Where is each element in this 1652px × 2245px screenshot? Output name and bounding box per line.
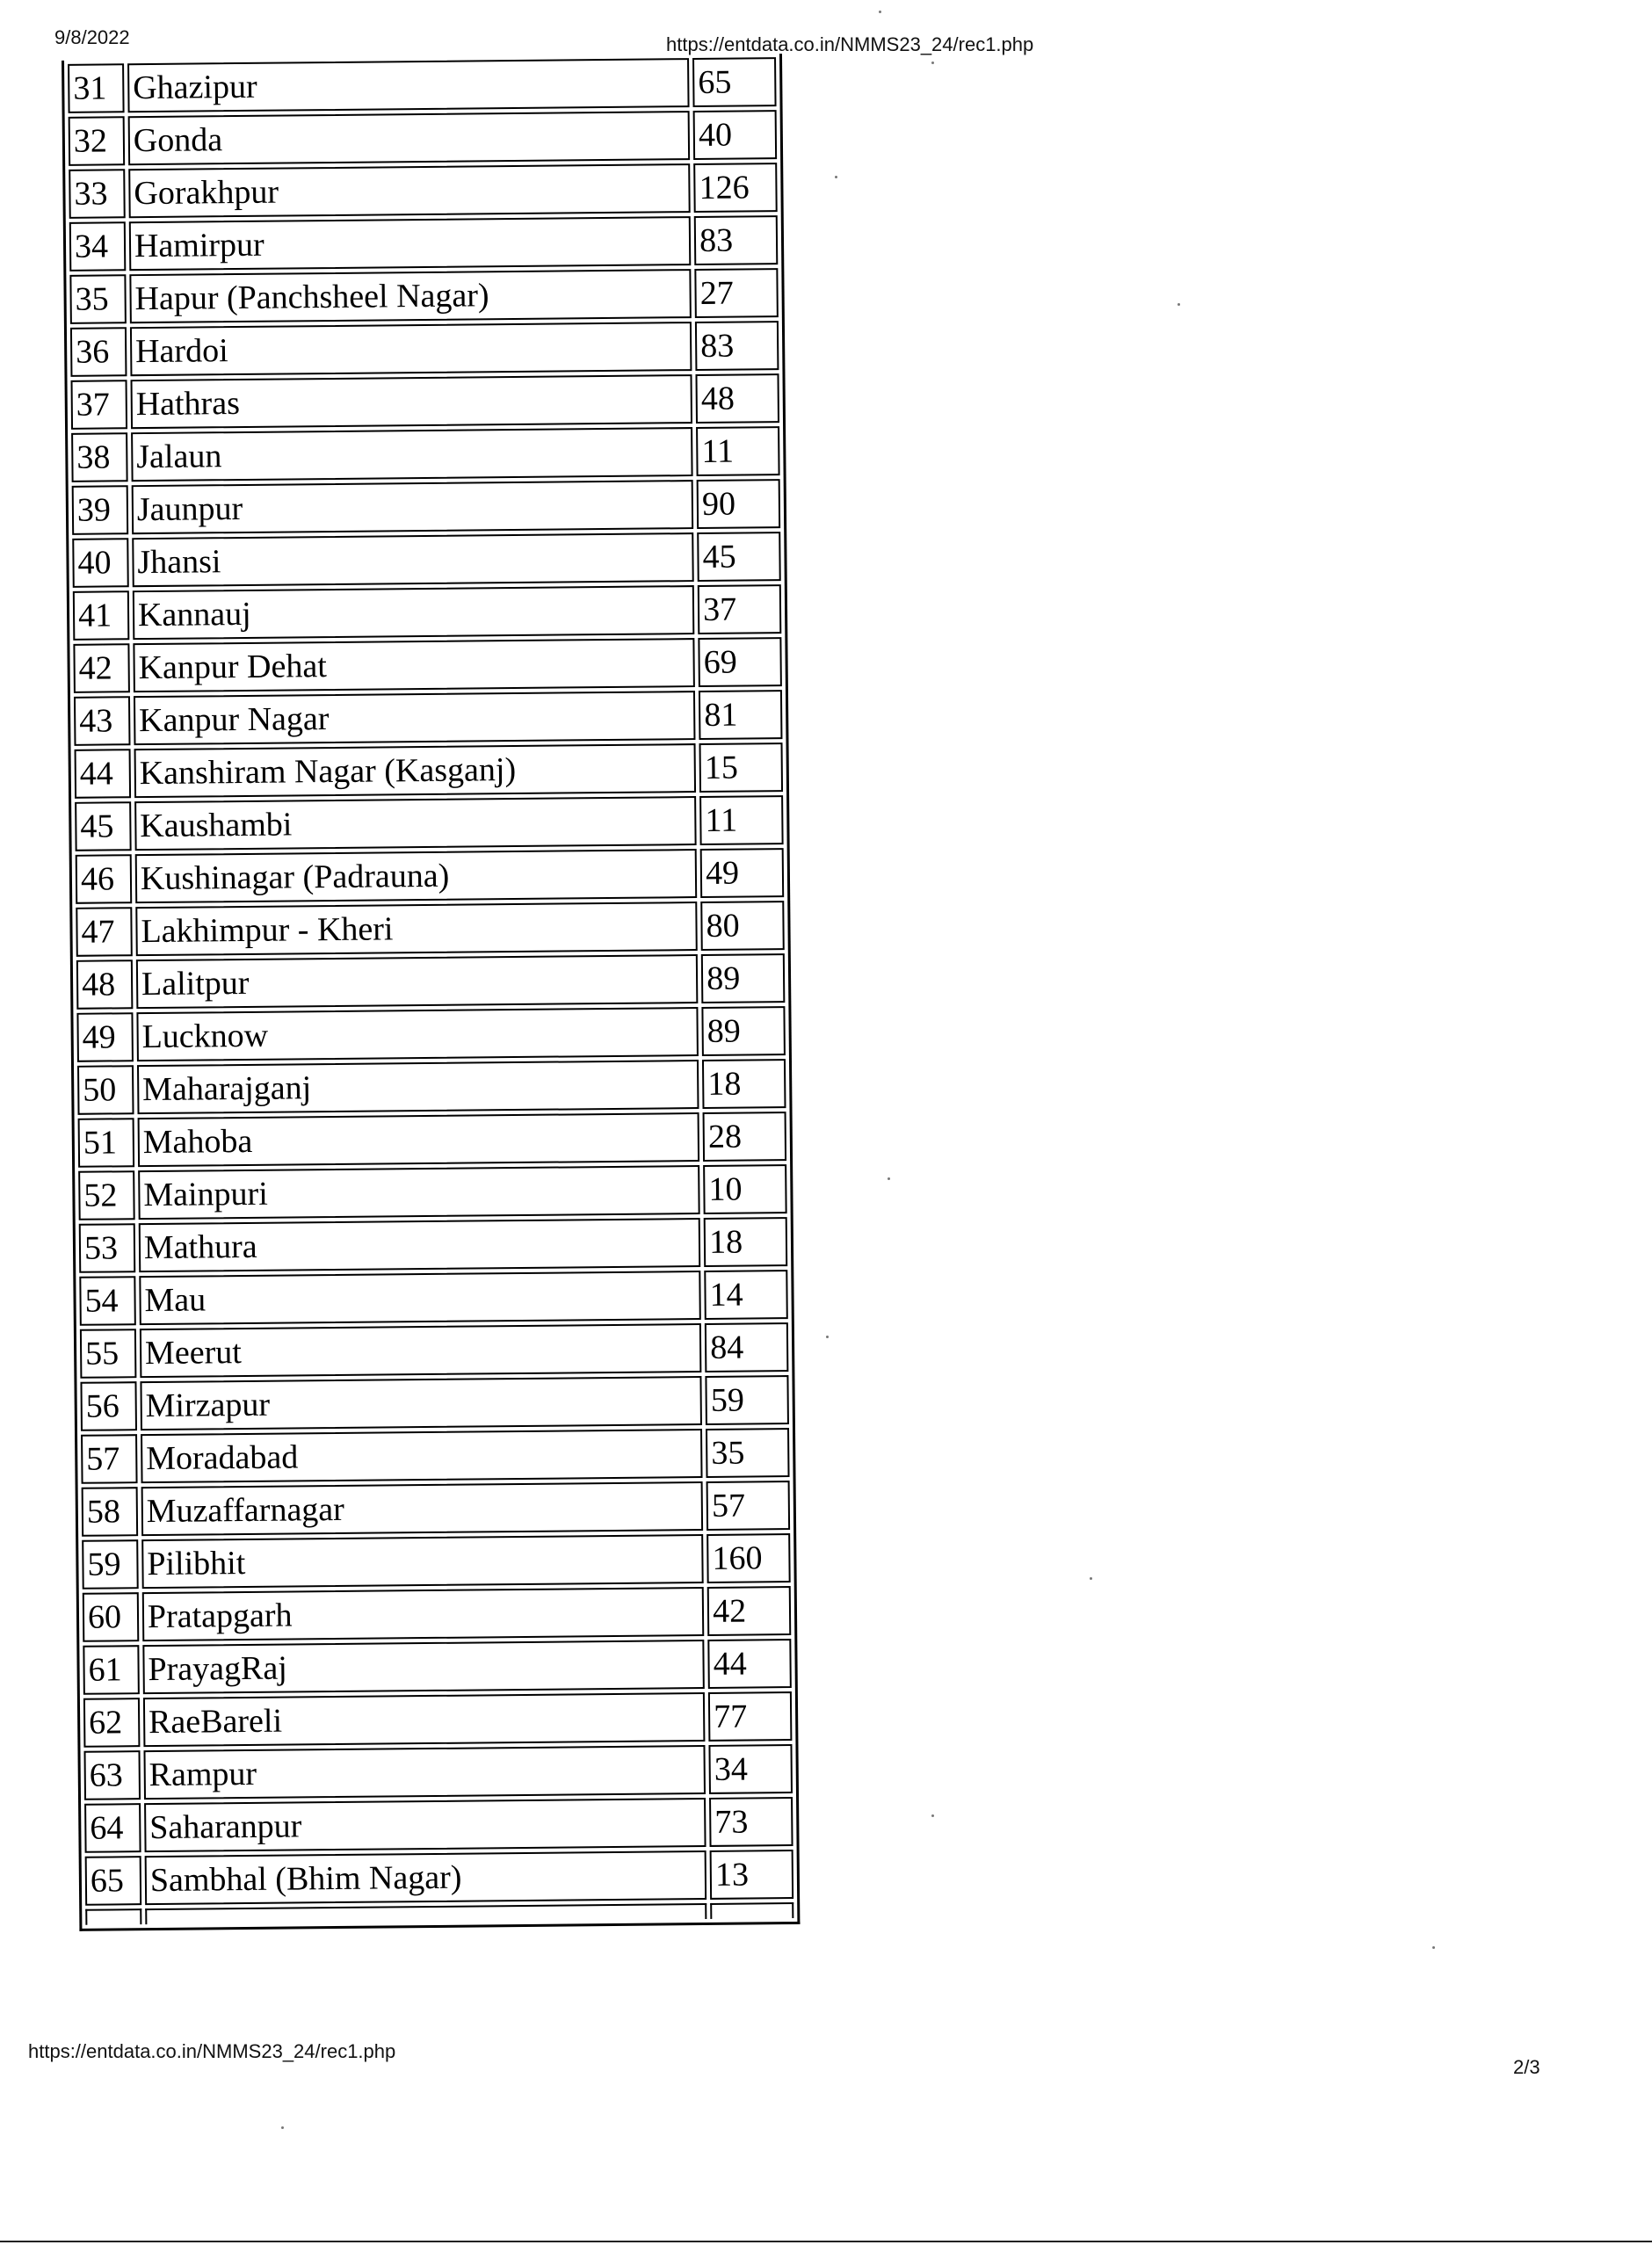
district-name-cell: Gorakhpur (128, 163, 691, 218)
scan-speck (826, 1336, 829, 1338)
count-cell: 18 (704, 1217, 787, 1267)
table-row (69, 163, 778, 219)
header-url: https://entdata.co.in/NMMS23_24/rec1.php (666, 33, 1034, 55)
count-cell: 37 (698, 584, 781, 634)
count-cell: 11 (699, 795, 783, 845)
serial-number-cell: 36 (70, 327, 127, 377)
table-row (78, 1164, 787, 1220)
serial-number-cell: 45 (75, 801, 131, 851)
serial-number-cell: 51 (78, 1118, 134, 1168)
district-name-cell: Mathura (139, 1218, 701, 1272)
serial-number-cell: 42 (73, 643, 129, 693)
table-row (71, 426, 780, 482)
count-cell: 13 (710, 1850, 793, 1900)
district-name-cell: PrayagRaj (142, 1640, 705, 1694)
table-row (75, 742, 784, 799)
bottom-rule (0, 2241, 1652, 2242)
scan-speck (931, 1814, 934, 1817)
table-row (79, 1217, 788, 1273)
table-row (79, 1270, 788, 1326)
table-row (80, 1375, 789, 1431)
district-name-cell: Ghazipur (127, 58, 690, 112)
page-number: 2/3 (1513, 2056, 1540, 2078)
district-name-cell: Hathras (130, 374, 692, 429)
count-cell: 57 (706, 1481, 790, 1531)
district-name-cell: Mainpuri (138, 1165, 700, 1220)
district-name-cell: Lucknow (136, 1007, 699, 1061)
table-row (69, 268, 779, 324)
table-row (76, 901, 785, 957)
serial-number-cell: 59 (82, 1539, 138, 1590)
table-row (77, 1059, 786, 1115)
count-cell: 42 (707, 1586, 791, 1636)
serial-number-cell: 49 (76, 1012, 133, 1062)
scan-speck (888, 1177, 890, 1180)
count-cell: 27 (694, 268, 778, 318)
scan-speck (281, 2126, 284, 2129)
table-row (82, 1533, 791, 1590)
table-row (72, 532, 781, 588)
count-cell: 69 (699, 637, 782, 687)
cut-off-cell (85, 1908, 141, 1925)
scan-speck (879, 11, 881, 13)
table-row (81, 1428, 790, 1484)
count-cell: 89 (702, 1006, 786, 1056)
district-name-cell: RaeBareli (143, 1692, 706, 1747)
count-cell: 11 (696, 426, 779, 476)
count-cell: 10 (703, 1164, 786, 1214)
serial-number-cell: 41 (73, 590, 129, 641)
table-row (68, 57, 777, 113)
scan-speck (1177, 303, 1180, 306)
scan-speck (931, 62, 934, 64)
serial-number-cell: 50 (77, 1065, 134, 1115)
count-cell: 160 (706, 1533, 790, 1583)
serial-number-cell: 60 (83, 1592, 139, 1642)
count-cell: 40 (693, 110, 777, 160)
count-cell: 48 (696, 373, 779, 424)
count-cell: 83 (695, 321, 779, 371)
count-cell: 49 (700, 848, 784, 898)
table-row (75, 795, 784, 851)
footer-url: https://entdata.co.in/NMMS23_24/rec1.php (28, 2040, 396, 2062)
scan-speck (1432, 1946, 1435, 1949)
table-row (71, 373, 780, 430)
district-name-cell: Lakhimpur - Kheri (135, 902, 698, 956)
district-name-cell: Sambhal (Bhim Nagar) (145, 1850, 707, 1905)
table-row (73, 637, 782, 693)
serial-number-cell: 54 (79, 1276, 135, 1326)
count-cell: 77 (708, 1691, 792, 1742)
count-cell: 84 (705, 1322, 788, 1372)
serial-number-cell: 32 (69, 116, 125, 166)
count-cell: 81 (699, 690, 782, 740)
serial-number-cell: 34 (69, 221, 126, 272)
district-name-cell: Kaushambi (134, 796, 697, 851)
count-cell: 83 (694, 215, 778, 265)
district-name-cell: Hapur (Panchsheel Nagar) (129, 269, 692, 323)
table-row (80, 1322, 789, 1379)
serial-number-cell: 39 (72, 485, 128, 535)
serial-number-cell: 52 (78, 1170, 134, 1220)
serial-number-cell: 40 (72, 538, 128, 588)
count-cell: 34 (709, 1744, 793, 1794)
district-table (62, 54, 800, 1931)
district-name-cell: Lalitpur (136, 954, 699, 1009)
table-row (73, 584, 782, 641)
table-row (83, 1639, 792, 1695)
serial-number-cell: 33 (69, 169, 125, 219)
district-name-cell: Gonda (128, 111, 691, 165)
serial-number-cell: 47 (76, 907, 132, 957)
serial-number-cell: 62 (83, 1698, 140, 1748)
district-name-cell: Saharanpur (144, 1798, 706, 1852)
table-row (78, 1112, 787, 1168)
table-row (69, 110, 778, 166)
district-name-cell: Kannauj (133, 585, 695, 640)
serial-number-cell: 57 (81, 1434, 137, 1484)
district-name-cell: Pilibhit (141, 1534, 704, 1589)
table-row (83, 1691, 793, 1748)
serial-number-cell: 58 (82, 1487, 138, 1537)
cut-off-cell (710, 1902, 793, 1919)
count-cell: 90 (697, 479, 780, 529)
count-cell: 35 (706, 1428, 789, 1478)
district-name-cell: Kushinagar (Padrauna) (135, 849, 698, 903)
serial-number-cell: 53 (79, 1223, 135, 1273)
serial-number-cell: 64 (84, 1803, 141, 1853)
table-row (72, 479, 781, 535)
count-cell: 73 (709, 1797, 793, 1847)
district-name-cell: Rampur (143, 1745, 706, 1800)
district-name-cell: Jalaun (131, 427, 693, 482)
serial-number-cell: 56 (80, 1381, 136, 1431)
print-date: 9/8/2022 (54, 26, 130, 48)
table-row (76, 848, 785, 904)
district-table-body (68, 57, 793, 1925)
district-name-cell: Meerut (140, 1323, 702, 1378)
count-cell: 15 (699, 742, 783, 793)
district-name-cell: Moradabad (141, 1429, 703, 1483)
serial-number-cell: 65 (85, 1856, 141, 1906)
district-table-container (62, 54, 801, 2042)
district-name-cell: Hardoi (130, 322, 692, 376)
count-cell: 18 (702, 1059, 786, 1109)
district-name-cell: Pratapgarh (142, 1587, 705, 1641)
serial-number-cell: 43 (74, 696, 130, 746)
count-cell: 126 (693, 163, 777, 213)
district-name-cell: Jhansi (132, 532, 694, 587)
district-name-cell: Maharajganj (137, 1060, 699, 1114)
district-name-cell: Mirzapur (140, 1376, 702, 1430)
district-name-cell: Muzaffarnagar (141, 1481, 704, 1536)
cut-off-row (85, 1902, 793, 1925)
serial-number-cell: 35 (69, 274, 126, 324)
table-row (84, 1797, 793, 1853)
count-cell: 45 (697, 532, 780, 582)
count-cell: 44 (707, 1639, 791, 1689)
table-row (70, 321, 779, 377)
table-row (74, 690, 783, 746)
district-name-cell: Jaunpur (132, 480, 694, 534)
count-cell: 28 (703, 1112, 786, 1162)
count-cell: 14 (704, 1270, 787, 1320)
table-row (69, 215, 779, 272)
table-row (82, 1481, 791, 1537)
district-name-cell: Hamirpur (129, 216, 692, 271)
count-cell: 89 (701, 953, 785, 1003)
serial-number-cell: 63 (83, 1750, 140, 1800)
cut-off-cell (145, 1903, 706, 1924)
scan-speck (1090, 1577, 1092, 1580)
table-row (76, 953, 786, 1010)
serial-number-cell: 38 (71, 432, 127, 482)
district-name-cell: Kanshiram Nagar (Kasganj) (134, 743, 696, 798)
district-name-cell: Kanpur Dehat (133, 638, 695, 692)
table-row (83, 1586, 792, 1642)
serial-number-cell: 55 (80, 1329, 136, 1379)
count-cell: 80 (700, 901, 784, 951)
district-name-cell: Kanpur Nagar (134, 691, 696, 745)
count-cell: 65 (692, 57, 776, 107)
serial-number-cell: 37 (71, 380, 127, 430)
scan-speck (835, 176, 837, 178)
serial-number-cell: 61 (83, 1645, 139, 1695)
serial-number-cell: 44 (75, 749, 131, 799)
count-cell: 59 (706, 1375, 789, 1425)
table-row (76, 1006, 786, 1062)
table-row (85, 1850, 794, 1906)
serial-number-cell: 31 (68, 63, 124, 113)
serial-number-cell: 48 (76, 960, 133, 1010)
district-name-cell: Mau (139, 1271, 701, 1325)
serial-number-cell: 46 (76, 854, 132, 904)
district-name-cell: Mahoba (137, 1112, 699, 1167)
table-row (83, 1744, 793, 1800)
